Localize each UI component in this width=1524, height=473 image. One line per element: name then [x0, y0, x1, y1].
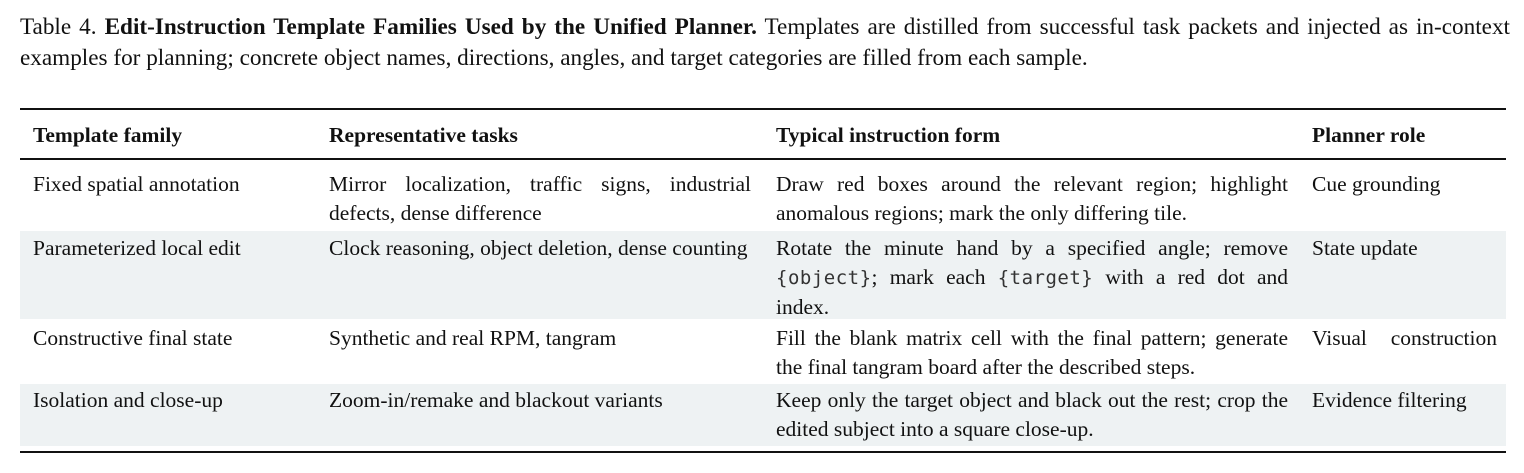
table-bottom-rule: [20, 451, 1506, 453]
header-representative-tasks: Representative tasks: [329, 123, 518, 147]
object-placeholder: {object}: [776, 267, 872, 289]
header-planner-role: Planner role: [1312, 123, 1426, 147]
table-row: [20, 384, 1506, 446]
row-instruction: [776, 234, 1288, 322]
row-family: Parameterized local edit: [33, 236, 241, 260]
instruction-text: ; mark each: [871, 265, 998, 289]
row-role: Visual construction: [1312, 326, 1497, 350]
caption-title: Edit-Instruction Template Families Used by the Unified Planner.: [104, 14, 757, 40]
table-header-rule: [20, 158, 1506, 160]
row-tasks: Synthetic and real RPM, tangram: [329, 326, 617, 350]
caption-label: Table 4.: [20, 14, 97, 40]
row-role: State update: [1312, 236, 1418, 260]
row-role: Evidence filtering: [1312, 388, 1467, 412]
instruction-text: Rotate the minute hand by a specified angle; remove: [776, 236, 1288, 260]
table-row: [20, 324, 1506, 384]
row-tasks: Mirror localization, traffic signs, industrial defects, dense difference: [329, 172, 751, 225]
row-role: Cue grounding: [1312, 172, 1441, 196]
table-caption: [20, 12, 1510, 74]
header-instruction-form: Typical instruction form: [776, 123, 1001, 147]
row-instruction: Fill the blank matrix cell with the final pattern; generate the final tangram board after the described steps.: [776, 326, 1288, 379]
table-row: [20, 231, 1506, 319]
row-instruction: Keep only the target object and black out the rest; crop the edited subject into a square close-up.: [776, 388, 1288, 441]
row-family: Isolation and close-up: [33, 388, 223, 412]
row-family: Constructive final state: [33, 326, 233, 350]
table-row: [20, 170, 1506, 230]
table-top-rule: [20, 108, 1506, 110]
row-instruction: Draw red boxes around the relevant region; highlight anomalous regions; mark the only differing tile.: [776, 172, 1288, 225]
caption-text: Templates are distilled from successful task packets and injected as in-context examples for planning; concrete object names, directions, angles, and target categories are filled from each sample.: [20, 14, 1510, 71]
row-tasks: Zoom-in/remake and blackout variants: [329, 388, 663, 412]
instruction-text: with a red dot and index.: [776, 265, 1288, 319]
target-placeholder: {target}: [997, 267, 1094, 289]
row-family: Fixed spatial annotation: [33, 172, 240, 196]
header-template-family: Template family: [33, 123, 183, 147]
row-tasks: Clock reasoning, object deletion, dense counting: [329, 236, 748, 260]
